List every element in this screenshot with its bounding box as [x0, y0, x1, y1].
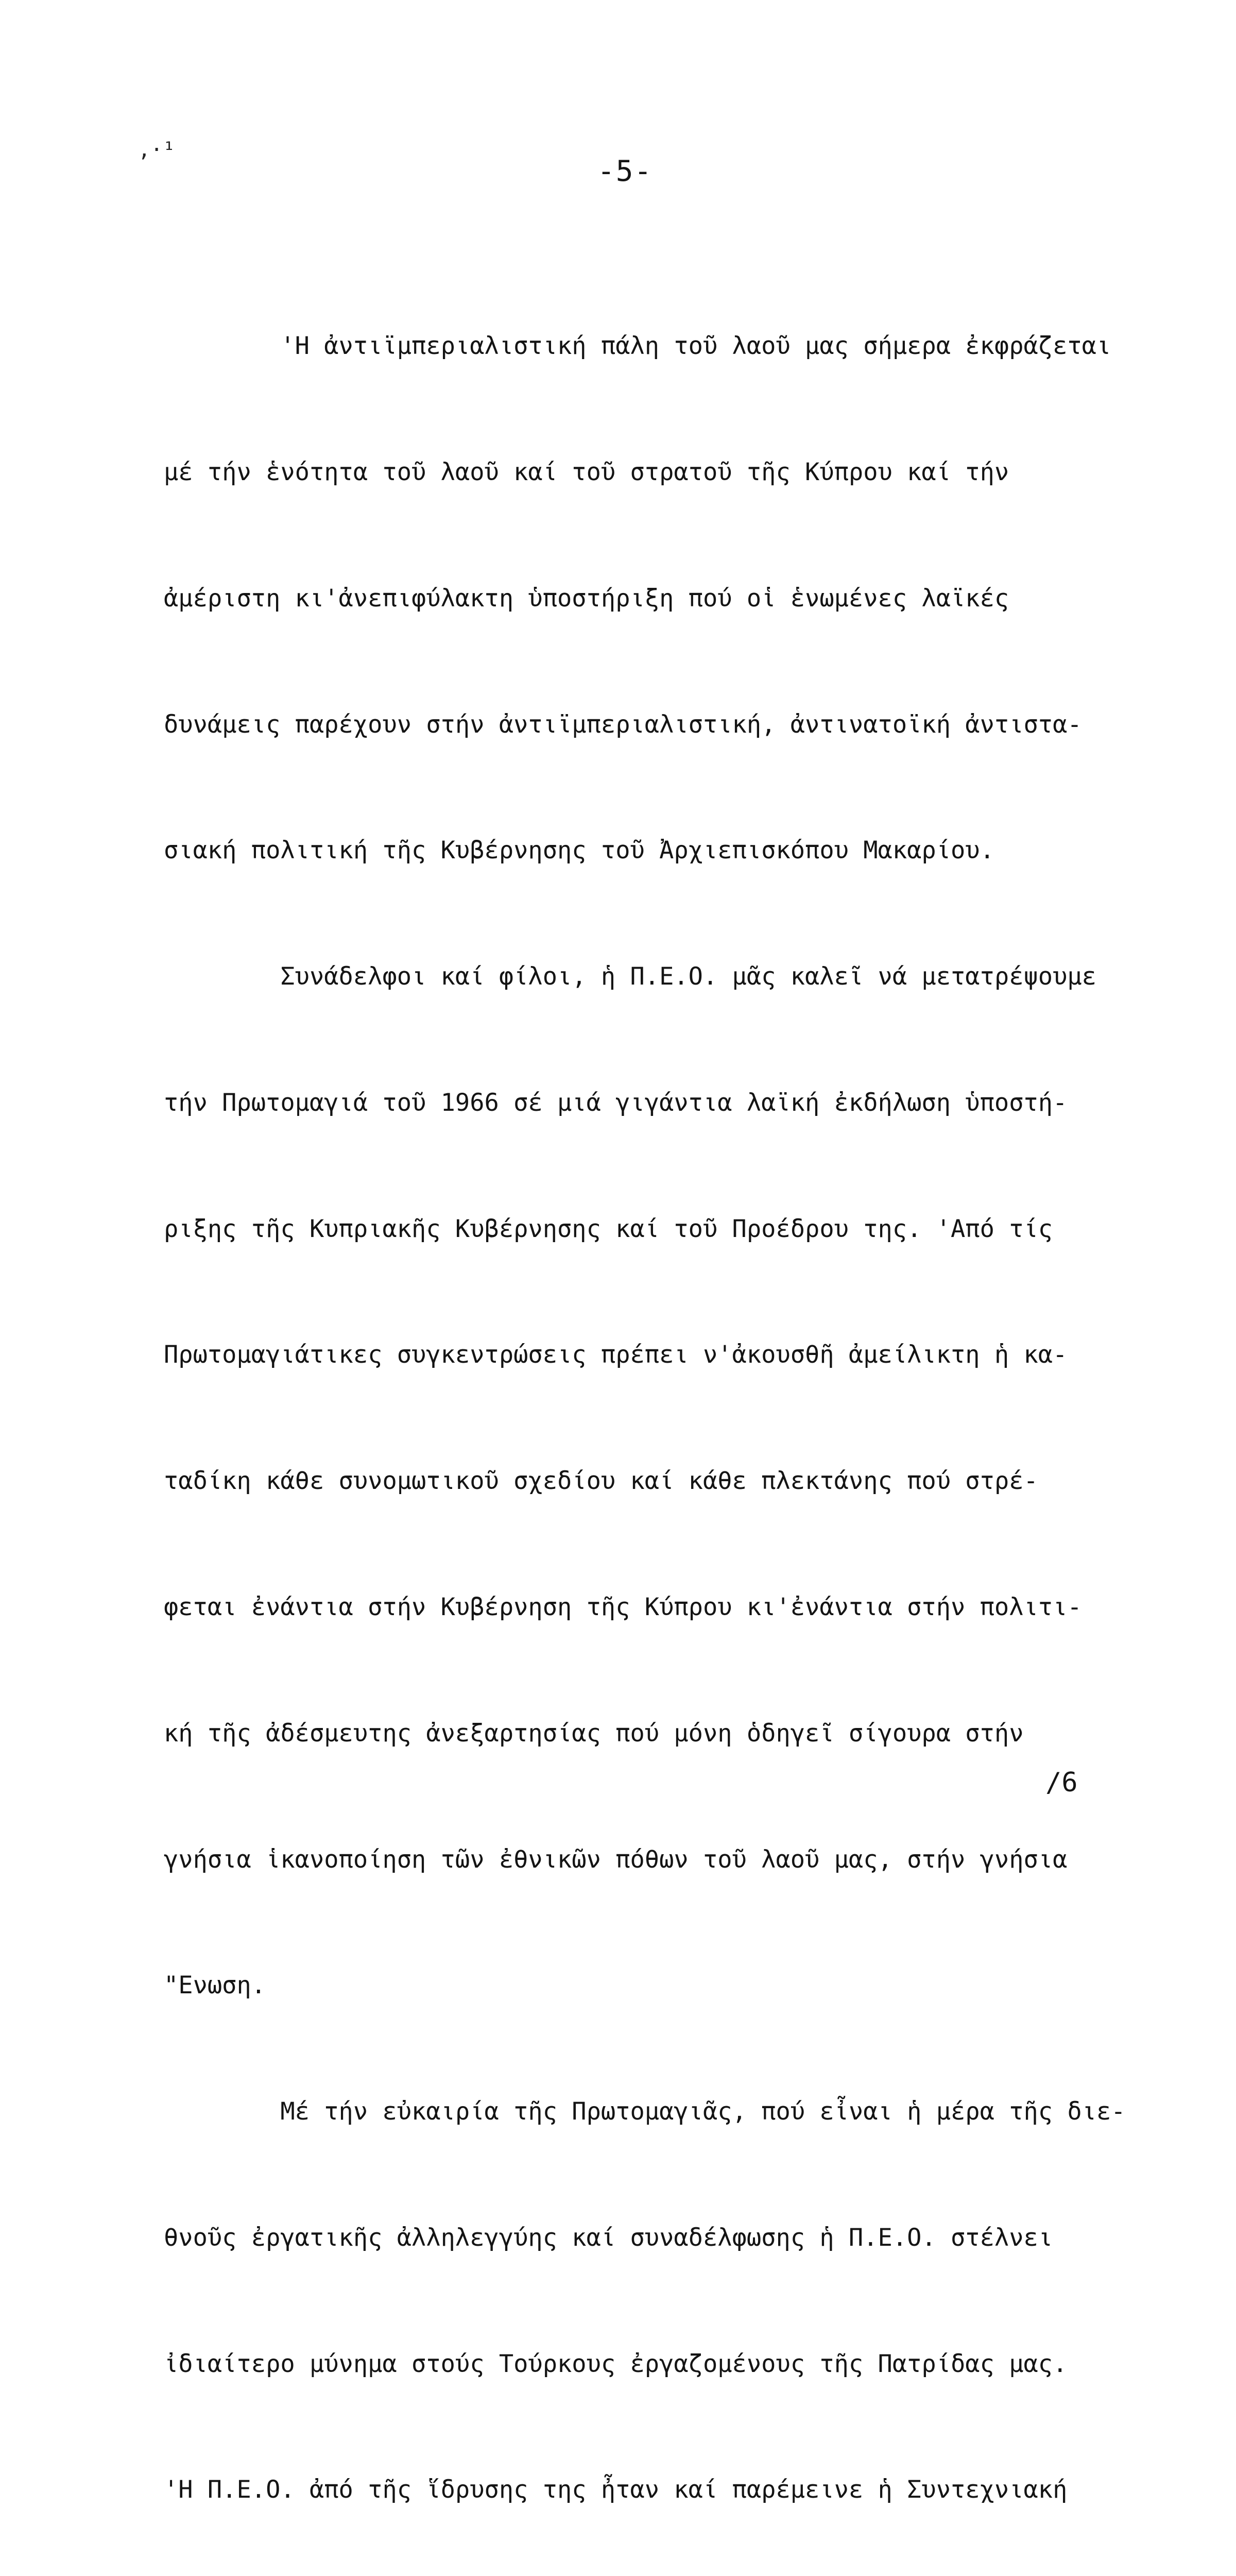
text-line: "Ενωση.	[164, 1971, 266, 2000]
text-line: τήν Πρωτομαγιά τοῦ 1966 σέ μιά γιγάντια λαϊκή ἐκδήλωση ὑποστή-	[164, 1088, 1068, 1117]
text-line: δυνάμεις παρέχουν στήν ἀντιϊμπεριαλιστική, ἀντινατοϊκή ἀντιστα-	[164, 710, 1082, 739]
text-line: Συνάδελφοι καί φίλοι, ἡ Π.Ε.Ο. μᾶς καλεῖ νά μετατρέψουμε	[164, 962, 1096, 991]
text-line: μέ τήν ἑνότητα τοῦ λαοῦ καί τοῦ στρατοῦ τῆς Κύπρου καί τήν	[164, 457, 1009, 486]
body-text	[164, 241, 1158, 2576]
text-line: κή τῆς ἀδέσμευτης ἀνεξαρτησίας πού μόνη ὁδηγεῖ σίγουρα στήν	[164, 1719, 1024, 1748]
text-line: γνήσια ἱκανοποίηση τῶν ἐθνικῶν πόθων τοῦ λαοῦ μας, στήν γνήσια	[164, 1845, 1068, 1874]
text-line: 'Η Π.Ε.Ο. ἀπό τῆς ἵδρυσης της ἦταν καί παρέμεινε ἡ Συντεχνιακή	[164, 2476, 1068, 2504]
text-line: Πρωτομαγιάτικες συγκεντρώσεις πρέπει ν'ἀκουσθῆ ἀμείλικτη ἡ κα-	[164, 1341, 1068, 1369]
text-line: Μέ τήν εὐκαιρία τῆς Πρωτομαγιᾶς, πού εἶναι ἡ μέρα τῆς διε-	[164, 2097, 1126, 2126]
text-line: σιακή πολιτική τῆς Κυβέρνησης τοῦ Ἀρχιεπισκόπου Μακαρίου.	[164, 836, 994, 865]
text-line: 'Η ἀντιϊμπεριαλιστική πάλη τοῦ λαοῦ μας σήμερα ἐκφράζεται	[164, 332, 1111, 361]
text-line: θνοῦς ἐργατικῆς ἀλληλεγγύης καί συναδέλφωσης ἡ Π.Ε.Ο. στέλνει	[164, 2223, 1053, 2252]
page-number: -5-	[597, 155, 653, 188]
text-line: ριξης τῆς Κυπριακῆς Κυβέρνησης καί τοῦ Προέδρου της. 'Από τίς	[164, 1214, 1053, 1243]
text-line: φεται ἐνάντια στήν Κυβέρνηση τῆς Κύπρου κι'ἐνάντια στήν πολιτι-	[164, 1593, 1082, 1621]
continuation-marker: /6	[1045, 1767, 1078, 1798]
text-line: ἰδιαίτερο μύνημα στούς Τούρκους ἐργαζομένους τῆς Πατρίδας μας.	[164, 2349, 1068, 2378]
corner-mark: ,·¹	[138, 138, 176, 162]
text-line: ἀμέριστη κι'ἀνεπιφύλακτη ὑποστήριξη πού οἱ ἑνωμένες λαϊκές	[164, 584, 1009, 613]
text-line: ταδίκη κάθε συνομωτικοῦ σχεδίου καί κάθε πλεκτάνης πού στρέ-	[164, 1467, 1038, 1496]
